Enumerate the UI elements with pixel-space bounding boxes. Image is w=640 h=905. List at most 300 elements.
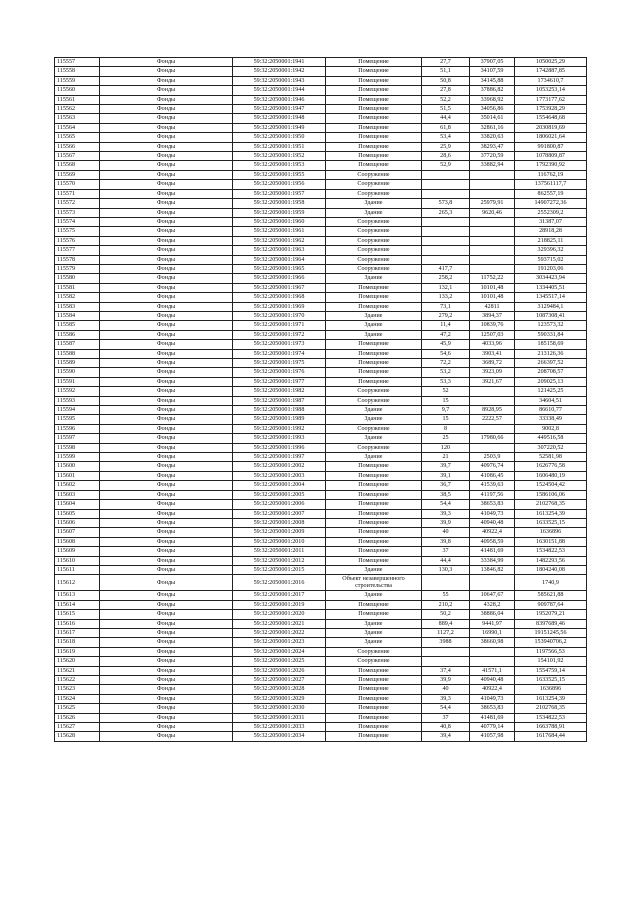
cadastral-number-cell: 59:32:2050001:1976 bbox=[233, 368, 326, 377]
owner-cell: Фонды bbox=[100, 58, 233, 67]
cadastral-value-cell: 307220,52 bbox=[515, 443, 587, 452]
area-cell: 25,9 bbox=[422, 142, 470, 151]
row-number-cell: 115565 bbox=[55, 133, 100, 142]
area-cell: 52,9 bbox=[422, 161, 470, 170]
cadastral-number-cell: 59:32:2050001:1961 bbox=[233, 227, 326, 236]
cadastral-value-cell: 1753928,29 bbox=[515, 105, 587, 114]
table-row bbox=[55, 518, 587, 527]
price-per-unit-cell: 4033,96 bbox=[470, 340, 515, 349]
row-number-cell: 115598 bbox=[55, 443, 100, 452]
area-cell bbox=[422, 236, 470, 245]
table-row bbox=[55, 283, 587, 292]
cadastral-number-cell: 59:32:2050001:1949 bbox=[233, 123, 326, 132]
owner-cell: Фонды bbox=[100, 217, 233, 226]
cadastral-value-cell: 1554648,68 bbox=[515, 114, 587, 123]
cadastral-value-cell: 209025,13 bbox=[515, 377, 587, 386]
table-row bbox=[55, 142, 587, 151]
object-type-cell: Сооружение bbox=[326, 170, 422, 179]
cadastral-number-cell: 59:32:2050001:1957 bbox=[233, 189, 326, 198]
price-per-unit-cell: 40922,4 bbox=[470, 685, 515, 694]
owner-cell: Фонды bbox=[100, 302, 233, 311]
area-cell: 15 bbox=[422, 396, 470, 405]
owner-cell: Фонды bbox=[100, 86, 233, 95]
price-per-unit-cell: 33968,92 bbox=[470, 95, 515, 104]
row-number-cell: 115590 bbox=[55, 368, 100, 377]
row-number-cell: 115569 bbox=[55, 170, 100, 179]
table-row bbox=[55, 565, 587, 574]
table-row bbox=[55, 95, 587, 104]
table-row bbox=[55, 105, 587, 114]
price-per-unit-cell: 41049,73 bbox=[470, 694, 515, 703]
price-per-unit-cell bbox=[470, 264, 515, 273]
owner-cell: Фонды bbox=[100, 406, 233, 415]
table-row bbox=[55, 255, 587, 264]
area-cell bbox=[422, 180, 470, 189]
table-row bbox=[55, 619, 587, 628]
cadastral-number-cell: 59:32:2050001:1956 bbox=[233, 180, 326, 189]
row-number-cell: 115615 bbox=[55, 610, 100, 619]
object-type-cell: Здание bbox=[326, 591, 422, 600]
owner-cell: Фонды bbox=[100, 123, 233, 132]
cadastral-value-cell: 1633525,15 bbox=[515, 518, 587, 527]
area-cell: 40,8 bbox=[422, 723, 470, 732]
owner-cell: Фонды bbox=[100, 330, 233, 339]
row-number-cell: 115583 bbox=[55, 302, 100, 311]
object-type-cell: Помещение bbox=[326, 161, 422, 170]
cadastral-value-cell: 1663788,91 bbox=[515, 723, 587, 732]
price-per-unit-cell: 12507,03 bbox=[470, 330, 515, 339]
row-number-cell: 115608 bbox=[55, 537, 100, 546]
table-row bbox=[55, 236, 587, 245]
row-number-cell: 115626 bbox=[55, 713, 100, 722]
cadastral-number-cell: 59:32:2050001:2023 bbox=[233, 638, 326, 647]
table-row bbox=[55, 293, 587, 302]
owner-cell: Фонды bbox=[100, 133, 233, 142]
row-number-cell: 115620 bbox=[55, 657, 100, 666]
table-row bbox=[55, 208, 587, 217]
row-number-cell: 115576 bbox=[55, 236, 100, 245]
cadastral-value-cell: 1534822,53 bbox=[515, 547, 587, 556]
object-type-cell: Помещение bbox=[326, 704, 422, 713]
cadastral-value-cell: 1740,9 bbox=[515, 575, 587, 591]
cadastral-number-cell: 59:32:2050001:1958 bbox=[233, 199, 326, 208]
area-cell: 210,2 bbox=[422, 600, 470, 609]
cadastral-number-cell: 59:32:2050001:1970 bbox=[233, 311, 326, 320]
object-type-cell: Помещение bbox=[326, 377, 422, 386]
price-per-unit-cell: 9441,97 bbox=[470, 619, 515, 628]
cadastral-value-cell: 86610,77 bbox=[515, 406, 587, 415]
table-row bbox=[55, 481, 587, 490]
cadastral-number-cell: 59:32:2050001:1982 bbox=[233, 387, 326, 396]
cadastral-value-cell: 1050025,29 bbox=[515, 58, 587, 67]
cadastral-number-cell: 59:32:2050001:1997 bbox=[233, 453, 326, 462]
table-row bbox=[55, 152, 587, 161]
owner-cell: Фонды bbox=[100, 518, 233, 527]
table-row bbox=[55, 415, 587, 424]
table-row bbox=[55, 274, 587, 283]
row-number-cell: 115572 bbox=[55, 199, 100, 208]
price-per-unit-cell: 41481,69 bbox=[470, 713, 515, 722]
owner-cell: Фонды bbox=[100, 647, 233, 656]
cadastral-number-cell: 59:32:2050001:1955 bbox=[233, 170, 326, 179]
owner-cell: Фонды bbox=[100, 434, 233, 443]
price-per-unit-cell: 33384,99 bbox=[470, 556, 515, 565]
price-per-unit-cell: 40958,59 bbox=[470, 537, 515, 546]
cadastral-value-cell: 2552309,2 bbox=[515, 208, 587, 217]
cadastral-number-cell: 59:32:2050001:2020 bbox=[233, 610, 326, 619]
row-number-cell: 115592 bbox=[55, 387, 100, 396]
object-type-cell: Помещение bbox=[326, 509, 422, 518]
cadastral-number-cell: 59:32:2050001:1962 bbox=[233, 236, 326, 245]
row-number-cell: 115567 bbox=[55, 152, 100, 161]
area-cell: 37,4 bbox=[422, 666, 470, 675]
owner-cell: Фонды bbox=[100, 293, 233, 302]
property-table bbox=[54, 57, 587, 742]
owner-cell: Фонды bbox=[100, 396, 233, 405]
cadastral-value-cell: 1534822,53 bbox=[515, 713, 587, 722]
owner-cell: Фонды bbox=[100, 462, 233, 471]
cadastral-value-cell: 116762,19 bbox=[515, 170, 587, 179]
cadastral-number-cell: 59:32:2050001:2015 bbox=[233, 565, 326, 574]
cadastral-value-cell: 218825,11 bbox=[515, 236, 587, 245]
object-type-cell: Сооружение bbox=[326, 647, 422, 656]
object-type-cell: Сооружение bbox=[326, 227, 422, 236]
cadastral-value-cell: 3034423,94 bbox=[515, 274, 587, 283]
cadastral-value-cell: 154101,92 bbox=[515, 657, 587, 666]
cadastral-number-cell: 59:32:2050001:1965 bbox=[233, 264, 326, 273]
owner-cell: Фонды bbox=[100, 481, 233, 490]
owner-cell: Фонды bbox=[100, 208, 233, 217]
area-cell: 51,1 bbox=[422, 67, 470, 76]
price-per-unit-cell: 11752,22 bbox=[470, 274, 515, 283]
cadastral-value-cell: 1617684,44 bbox=[515, 732, 587, 741]
object-type-cell: Объект незавершенного строительства bbox=[326, 575, 422, 591]
area-cell bbox=[422, 647, 470, 656]
cadastral-number-cell: 59:32:2050001:2028 bbox=[233, 685, 326, 694]
cadastral-value-cell: 590331,84 bbox=[515, 330, 587, 339]
row-number-cell: 115574 bbox=[55, 217, 100, 226]
area-cell: 53,4 bbox=[422, 133, 470, 142]
owner-cell: Фонды bbox=[100, 189, 233, 198]
area-cell: 53,2 bbox=[422, 368, 470, 377]
cadastral-value-cell: 34604,51 bbox=[515, 396, 587, 405]
cadastral-number-cell: 59:32:2050001:1974 bbox=[233, 349, 326, 358]
owner-cell: Фонды bbox=[100, 274, 233, 283]
cadastral-value-cell: 33338,49 bbox=[515, 415, 587, 424]
row-number-cell: 115570 bbox=[55, 180, 100, 189]
cadastral-value-cell: 28918,28 bbox=[515, 227, 587, 236]
price-per-unit-cell: 3894,37 bbox=[470, 311, 515, 320]
object-type-cell: Здание bbox=[326, 434, 422, 443]
object-type-cell: Помещение bbox=[326, 723, 422, 732]
cadastral-number-cell: 59:32:2050001:2024 bbox=[233, 647, 326, 656]
owner-cell: Фонды bbox=[100, 610, 233, 619]
row-number-cell: 115602 bbox=[55, 481, 100, 490]
object-type-cell: Сооружение bbox=[326, 387, 422, 396]
cadastral-value-cell: 1586106,06 bbox=[515, 490, 587, 499]
cadastral-number-cell: 59:32:2050001:2030 bbox=[233, 704, 326, 713]
price-per-unit-cell: 40976,74 bbox=[470, 462, 515, 471]
object-type-cell: Помещение bbox=[326, 283, 422, 292]
object-type-cell: Здание bbox=[326, 415, 422, 424]
area-cell: 1127,2 bbox=[422, 628, 470, 637]
area-cell: 37 bbox=[422, 713, 470, 722]
cadastral-number-cell: 59:32:2050001:1948 bbox=[233, 114, 326, 123]
row-number-cell: 115601 bbox=[55, 471, 100, 480]
cadastral-number-cell: 59:32:2050001:1943 bbox=[233, 76, 326, 85]
area-cell: 279,2 bbox=[422, 311, 470, 320]
price-per-unit-cell bbox=[470, 657, 515, 666]
owner-cell: Фонды bbox=[100, 685, 233, 694]
table-row bbox=[55, 114, 587, 123]
cadastral-value-cell: 191203,06 bbox=[515, 264, 587, 273]
price-per-unit-cell bbox=[470, 443, 515, 452]
table-row bbox=[55, 264, 587, 273]
cadastral-value-cell: 1636896 bbox=[515, 685, 587, 694]
area-cell bbox=[422, 657, 470, 666]
table-row bbox=[55, 180, 587, 189]
row-number-cell: 115611 bbox=[55, 565, 100, 574]
price-per-unit-cell bbox=[470, 180, 515, 189]
row-number-cell: 115612 bbox=[55, 575, 100, 591]
price-per-unit-cell: 38653,83 bbox=[470, 500, 515, 509]
price-per-unit-cell: 37886,82 bbox=[470, 86, 515, 95]
cadastral-value-cell: 208708,57 bbox=[515, 368, 587, 377]
table-row bbox=[55, 311, 587, 320]
price-per-unit-cell: 40922,4 bbox=[470, 528, 515, 537]
area-cell: 39,7 bbox=[422, 462, 470, 471]
object-type-cell: Помещение bbox=[326, 528, 422, 537]
owner-cell: Фонды bbox=[100, 628, 233, 637]
cadastral-number-cell: 59:32:2050001:2029 bbox=[233, 694, 326, 703]
row-number-cell: 115575 bbox=[55, 227, 100, 236]
table-row bbox=[55, 509, 587, 518]
area-cell: 36,7 bbox=[422, 481, 470, 490]
object-type-cell: Здание bbox=[326, 619, 422, 628]
cadastral-number-cell: 59:32:2050001:1971 bbox=[233, 321, 326, 330]
owner-cell: Фонды bbox=[100, 283, 233, 292]
owner-cell: Фонды bbox=[100, 424, 233, 433]
area-cell: 120 bbox=[422, 443, 470, 452]
cadastral-value-cell: 153940706,2 bbox=[515, 638, 587, 647]
cadastral-number-cell: 59:32:2050001:2027 bbox=[233, 676, 326, 685]
price-per-unit-cell bbox=[470, 387, 515, 396]
table-row bbox=[55, 732, 587, 741]
table-row bbox=[55, 424, 587, 433]
owner-cell: Фонды bbox=[100, 114, 233, 123]
owner-cell: Фонды bbox=[100, 453, 233, 462]
cadastral-value-cell: 1636896 bbox=[515, 528, 587, 537]
object-type-cell: Сооружение bbox=[326, 255, 422, 264]
table-row bbox=[55, 556, 587, 565]
row-number-cell: 115568 bbox=[55, 161, 100, 170]
price-per-unit-cell bbox=[470, 217, 515, 226]
price-per-unit-cell: 13846,82 bbox=[470, 565, 515, 574]
cadastral-number-cell: 59:32:2050001:1992 bbox=[233, 424, 326, 433]
cadastral-value-cell: 1742887,85 bbox=[515, 67, 587, 76]
table-row bbox=[55, 123, 587, 132]
cadastral-value-cell: 1606480,19 bbox=[515, 471, 587, 480]
owner-cell: Фонды bbox=[100, 676, 233, 685]
cadastral-value-cell: 449516,58 bbox=[515, 434, 587, 443]
table-row bbox=[55, 528, 587, 537]
area-cell: 73,1 bbox=[422, 302, 470, 311]
owner-cell: Фонды bbox=[100, 666, 233, 675]
row-number-cell: 115584 bbox=[55, 311, 100, 320]
price-per-unit-cell: 25979,91 bbox=[470, 199, 515, 208]
owner-cell: Фонды bbox=[100, 638, 233, 647]
cadastral-number-cell: 59:32:2050001:2016 bbox=[233, 575, 326, 591]
row-number-cell: 115625 bbox=[55, 704, 100, 713]
row-number-cell: 115616 bbox=[55, 619, 100, 628]
owner-cell: Фонды bbox=[100, 170, 233, 179]
cadastral-number-cell: 59:32:2050001:1953 bbox=[233, 161, 326, 170]
table-row bbox=[55, 302, 587, 311]
area-cell: 54,4 bbox=[422, 704, 470, 713]
row-number-cell: 115607 bbox=[55, 528, 100, 537]
cadastral-number-cell: 59:32:2050001:1969 bbox=[233, 302, 326, 311]
area-cell: 15 bbox=[422, 415, 470, 424]
price-per-unit-cell: 40779,14 bbox=[470, 723, 515, 732]
area-cell: 52,2 bbox=[422, 95, 470, 104]
owner-cell: Фонды bbox=[100, 142, 233, 151]
price-per-unit-cell: 10839,76 bbox=[470, 321, 515, 330]
cadastral-number-cell: 59:32:2050001:2010 bbox=[233, 537, 326, 546]
cadastral-number-cell: 59:32:2050001:2012 bbox=[233, 556, 326, 565]
table-row bbox=[55, 58, 587, 67]
cadastral-value-cell: 2030819,69 bbox=[515, 123, 587, 132]
owner-cell: Фонды bbox=[100, 537, 233, 546]
owner-cell: Фонды bbox=[100, 415, 233, 424]
table-row bbox=[55, 685, 587, 694]
table-row bbox=[55, 321, 587, 330]
area-cell: 38,5 bbox=[422, 490, 470, 499]
row-number-cell: 115613 bbox=[55, 591, 100, 600]
object-type-cell: Здание bbox=[326, 330, 422, 339]
area-cell bbox=[422, 170, 470, 179]
row-number-cell: 115619 bbox=[55, 647, 100, 656]
area-cell: 54,6 bbox=[422, 349, 470, 358]
object-type-cell: Помещение bbox=[326, 359, 422, 368]
price-per-unit-cell: 38660,98 bbox=[470, 638, 515, 647]
owner-cell: Фонды bbox=[100, 161, 233, 170]
area-cell: 55 bbox=[422, 591, 470, 600]
owner-cell: Фонды bbox=[100, 500, 233, 509]
table-row bbox=[55, 406, 587, 415]
owner-cell: Фонды bbox=[100, 443, 233, 452]
cadastral-number-cell: 59:32:2050001:1966 bbox=[233, 274, 326, 283]
price-per-unit-cell: 41539,63 bbox=[470, 481, 515, 490]
object-type-cell: Помещение bbox=[326, 471, 422, 480]
area-cell: 133,2 bbox=[422, 293, 470, 302]
row-number-cell: 115581 bbox=[55, 283, 100, 292]
table-row bbox=[55, 434, 587, 443]
object-type-cell: Помещение bbox=[326, 349, 422, 358]
cadastral-number-cell: 59:32:2050001:2011 bbox=[233, 547, 326, 556]
row-number-cell: 115577 bbox=[55, 246, 100, 255]
row-number-cell: 115600 bbox=[55, 462, 100, 471]
owner-cell: Фонды bbox=[100, 732, 233, 741]
area-cell: 39,9 bbox=[422, 518, 470, 527]
cadastral-value-cell: 1952079,21 bbox=[515, 610, 587, 619]
price-per-unit-cell bbox=[470, 227, 515, 236]
cadastral-number-cell: 59:32:2050001:1947 bbox=[233, 105, 326, 114]
table-row bbox=[55, 704, 587, 713]
row-number-cell: 115562 bbox=[55, 105, 100, 114]
row-number-cell: 115604 bbox=[55, 500, 100, 509]
object-type-cell: Здание bbox=[326, 199, 422, 208]
price-per-unit-cell: 40940,48 bbox=[470, 518, 515, 527]
cadastral-number-cell: 59:32:2050001:2004 bbox=[233, 481, 326, 490]
object-type-cell: Помещение bbox=[326, 666, 422, 675]
owner-cell: Фонды bbox=[100, 509, 233, 518]
cadastral-value-cell: 213126,36 bbox=[515, 349, 587, 358]
table-row bbox=[55, 443, 587, 452]
row-number-cell: 115585 bbox=[55, 321, 100, 330]
object-type-cell: Помещение bbox=[326, 490, 422, 499]
area-cell: 417,7 bbox=[422, 264, 470, 273]
area-cell: 39,4 bbox=[422, 732, 470, 741]
price-per-unit-cell: 10647,67 bbox=[470, 591, 515, 600]
row-number-cell: 115596 bbox=[55, 424, 100, 433]
cadastral-number-cell: 59:32:2050001:1960 bbox=[233, 217, 326, 226]
table-row bbox=[55, 330, 587, 339]
cadastral-number-cell: 59:32:2050001:1988 bbox=[233, 406, 326, 415]
owner-cell: Фонды bbox=[100, 490, 233, 499]
object-type-cell: Сооружение bbox=[326, 180, 422, 189]
object-type-cell: Помещение bbox=[326, 142, 422, 151]
table-row bbox=[55, 713, 587, 722]
area-cell: 25 bbox=[422, 434, 470, 443]
price-per-unit-cell: 4328,2 bbox=[470, 600, 515, 609]
cadastral-value-cell: 8397689,46 bbox=[515, 619, 587, 628]
object-type-cell: Помещение bbox=[326, 732, 422, 741]
cadastral-value-cell: 1804240,08 bbox=[515, 565, 587, 574]
object-type-cell: Помещение bbox=[326, 694, 422, 703]
area-cell bbox=[422, 217, 470, 226]
price-per-unit-cell: 38886,04 bbox=[470, 610, 515, 619]
area-cell: 37 bbox=[422, 547, 470, 556]
row-number-cell: 115580 bbox=[55, 274, 100, 283]
area-cell bbox=[422, 575, 470, 591]
cadastral-number-cell: 59:32:2050001:1944 bbox=[233, 86, 326, 95]
object-type-cell: Помещение bbox=[326, 86, 422, 95]
cadastral-value-cell: 1482293,56 bbox=[515, 556, 587, 565]
table-row bbox=[55, 591, 587, 600]
table-row bbox=[55, 500, 587, 509]
price-per-unit-cell bbox=[470, 647, 515, 656]
object-type-cell: Сооружение bbox=[326, 236, 422, 245]
cadastral-number-cell: 59:32:2050001:1977 bbox=[233, 377, 326, 386]
cadastral-value-cell: 123573,32 bbox=[515, 321, 587, 330]
row-number-cell: 115614 bbox=[55, 600, 100, 609]
table-row bbox=[55, 694, 587, 703]
area-cell: 3988 bbox=[422, 638, 470, 647]
row-number-cell: 115597 bbox=[55, 434, 100, 443]
table-row bbox=[55, 227, 587, 236]
price-per-unit-cell: 16990,1 bbox=[470, 628, 515, 637]
owner-cell: Фонды bbox=[100, 619, 233, 628]
owner-cell: Фонды bbox=[100, 152, 233, 161]
cadastral-value-cell: 2102768,35 bbox=[515, 500, 587, 509]
area-cell: 573,8 bbox=[422, 199, 470, 208]
row-number-cell: 115564 bbox=[55, 123, 100, 132]
object-type-cell: Помещение bbox=[326, 67, 422, 76]
object-type-cell: Сооружение bbox=[326, 443, 422, 452]
object-type-cell: Помещение bbox=[326, 302, 422, 311]
area-cell: 39,9 bbox=[422, 676, 470, 685]
row-number-cell: 115559 bbox=[55, 76, 100, 85]
